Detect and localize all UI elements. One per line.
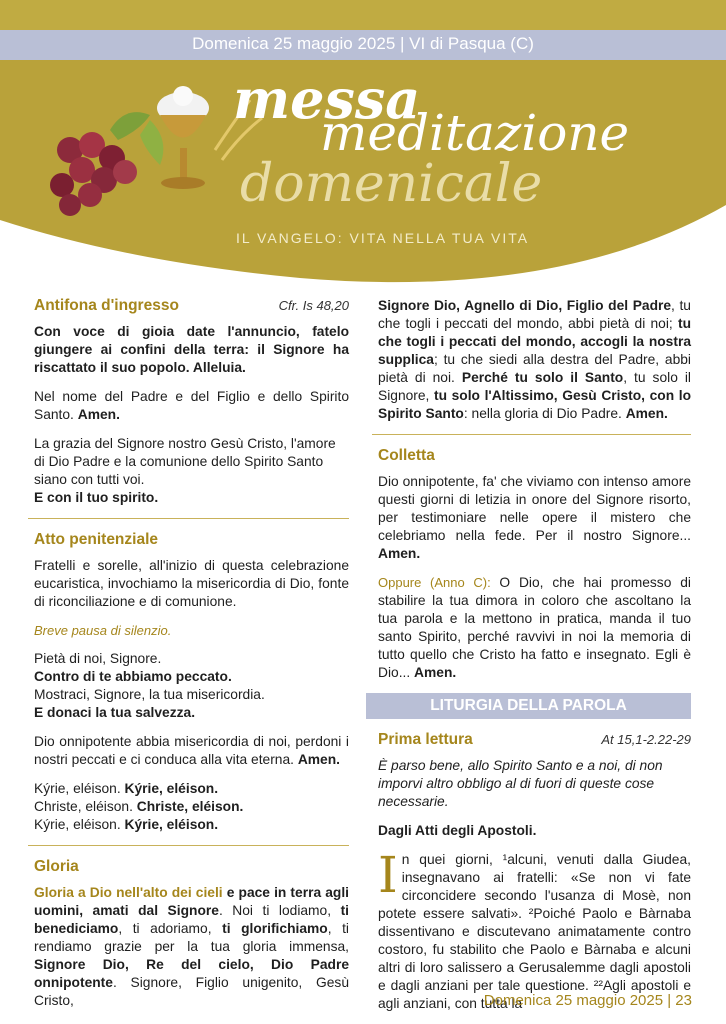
drop-cap: I <box>378 846 398 904</box>
magazine-title-domenicale: domenicale <box>240 154 543 214</box>
gloria-text-part1: Gloria a Dio nell'alto dei cieli e pace in terra agli uomini, amati dal Signore. Noi ti lodiamo, ti benediciamo, ti adoriamo, ti glorifichiamo, ti rendiamo grazie per la tua gloria immensa, Signore Dio, Re del cielo, Dio Padre onnipotente. Signore, Figlio unigenito, Gesù Cristo, <box>34 885 350 1008</box>
section-title: Antifona d'ingresso <box>34 297 179 314</box>
tagline: IL VANGELO: VITA NELLA TUA VITA <box>236 230 530 246</box>
divider <box>372 434 691 435</box>
kyrie: Kýrie, eléison. Kýrie, eléison. Christe, eléison. Christe, eléison. Kýrie, eléison. Kýrie, eléison. <box>34 781 244 832</box>
atto-intro: Fratelli e sorelle, all'inizio di questa celebrazione eucaristica, invochiamo la misericordia di Dio, fonte di riconciliazione e di comunione. <box>34 558 349 609</box>
absolution: Dio onnipotente abbia misericordia di noi, perdoni i nostri peccati e ci conduca alla vita eterna. Amen. <box>34 734 349 767</box>
gloria-heading <box>34 858 349 876</box>
gloria-text-part2: Signore Dio, Agnello di Dio, Figlio del Padre, tu che togli i peccati del mondo, abbi pietà di noi; tu che togli i peccati del mondo, accogli la nostra supplica; tu che siedi alla destra del Padre, abbi pietà di noi. Perché tu solo il Santo, tu solo il Signore, tu solo l'Altissimo, Gesù Cristo, con lo Spirito Santo: nella gloria di Dio Padre. Amen. <box>378 298 692 421</box>
left-column <box>34 297 349 1021</box>
magazine-title-meditazione: meditazione <box>320 104 630 162</box>
section-title: Atto penitenziale <box>34 531 159 548</box>
rubric-note: Breve pausa di silenzio. <box>34 623 172 638</box>
atto-responses: Pietà di noi, Signore. Contro di te abbiamo peccato. Mostraci, Signore, la tua misericordia. E donaci la tua salvezza. <box>34 651 265 720</box>
section-title: Gloria <box>34 858 79 875</box>
colletta-alternative: Oppure (Anno C): O Dio, che hai promesso di stabilire la tua dimora in coloro che ascoltano la tua parola e la mettono in pratica, manda il tuo santo Spirito, perché ravvivi in noi la memoria di tutto quello che Cristo ha fatto e insegnato. Egli è Dio... Amen. <box>378 575 691 680</box>
colletta-heading <box>378 447 691 465</box>
divider <box>28 845 349 846</box>
reading-source: Dagli Atti degli Apostoli. <box>378 823 537 838</box>
date-line: Domenica 25 maggio 2025 | VI di Pasqua (C) <box>192 34 534 53</box>
section-title: Colletta <box>378 447 435 464</box>
scripture-ref: At 15,1-2.22-29 <box>601 732 691 747</box>
atto-heading <box>34 531 349 549</box>
section-title: Prima lettura <box>378 731 473 748</box>
antifona-text: Con voce di gioia date l'annuncio, fatelo giungere ai confini della terra: il Signore ha riscattato il suo popolo. Alleluia. <box>34 324 349 375</box>
antifona-heading <box>34 297 349 315</box>
scripture-ref: Cfr. Is 48,20 <box>278 298 349 313</box>
greeting: La grazia del Signore nostro Gesù Cristo, l'amore di Dio Padre e la comunione dello Spirito Santo siano con tutti voi. E con il tuo spirito. <box>34 436 336 505</box>
right-column <box>378 297 691 1024</box>
colletta-text: Dio onnipotente, fa' che viviamo con intenso amore questi giorni di letizia in onore del Signore risorto, per testimoniare nelle opere il mistero che celebriamo nella fede. Per il nostro Signore... Amen. <box>378 474 691 561</box>
prima-lettura-heading <box>378 731 691 749</box>
magazine-title-messa: messa <box>233 67 421 131</box>
reading-intro: È parso bene, allo Spirito Santo e a noi, di non imporvi altro obbligo al di fuori di queste cose necessarie. <box>378 758 663 809</box>
divider <box>28 518 349 519</box>
liturgia-band: LITURGIA DELLA PAROLA <box>366 693 691 719</box>
reading-body: In quei giorni, ¹alcuni, venuti dalla Giudea, insegnavano ai fratelli: «Se non vi fate circoncidere secondo l'usanza di Mosè, non potete essere salvati». ²Poiché Paolo e Bàrnaba dissentivano e discutevano animatamente contro costoro, fu stabilito che Paolo e Bàrnaba e alcuni altri di loro salissero a Gerusalemme dagli apostoli e dagli anziani per tale questione. ²²Agli apostoli e agli anziani, con tutta la <box>378 846 691 1011</box>
page-footer: Domenica 25 maggio 2025 | 23 <box>483 992 692 1009</box>
sign-of-cross: Nel nome del Padre e del Figlio e dello Spirito Santo. Amen. <box>34 389 349 422</box>
